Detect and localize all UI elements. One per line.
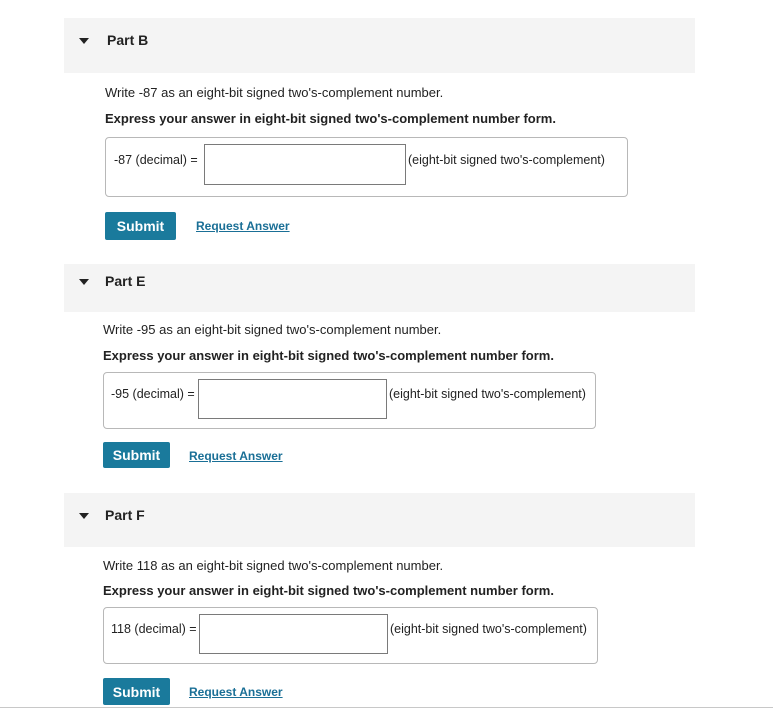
answer-label: 118 (decimal) = — [111, 622, 197, 636]
page-divider — [0, 707, 773, 708]
part-e-header[interactable] — [64, 264, 695, 312]
part-title: Part F — [105, 507, 145, 523]
instruction-text: Express your answer in eight-bit signed two's-complement number form. — [105, 111, 556, 126]
answer-suffix: (eight-bit signed two's-complement) — [389, 387, 586, 401]
part-f-header[interactable] — [64, 493, 695, 547]
request-answer-link[interactable]: Request Answer — [196, 219, 290, 233]
question-text: Write 118 as an eight-bit signed two's-complement number. — [103, 558, 444, 573]
caret-down-icon[interactable] — [79, 513, 89, 519]
question-text: Write -87 as an eight-bit signed two's-complement number. — [105, 85, 444, 100]
request-answer-link[interactable]: Request Answer — [189, 685, 283, 699]
answer-label: -95 (decimal) = — [111, 387, 195, 401]
caret-down-icon[interactable] — [79, 38, 89, 44]
instruction-text: Express your answer in eight-bit signed two's-complement number form. — [103, 583, 554, 598]
part-b-header[interactable] — [64, 18, 695, 73]
submit-button[interactable]: Submit — [103, 442, 170, 468]
answer-suffix: (eight-bit signed two's-complement) — [408, 153, 605, 167]
instruction-text: Express your answer in eight-bit signed two's-complement number form. — [103, 348, 554, 363]
answer-box — [105, 137, 628, 197]
answer-box — [103, 372, 596, 429]
submit-button[interactable]: Submit — [105, 212, 176, 240]
part-title: Part B — [107, 32, 149, 48]
submit-button[interactable]: Submit — [103, 678, 170, 705]
answer-input[interactable] — [199, 614, 388, 654]
request-answer-link[interactable]: Request Answer — [189, 449, 283, 463]
answer-suffix: (eight-bit signed two's-complement) — [390, 622, 587, 636]
answer-input[interactable] — [204, 144, 406, 185]
part-title: Part E — [105, 273, 146, 289]
answer-box — [103, 607, 598, 664]
question-text: Write -95 as an eight-bit signed two's-complement number. — [103, 322, 442, 337]
caret-down-icon[interactable] — [79, 279, 89, 285]
answer-input[interactable] — [198, 379, 387, 419]
answer-label: -87 (decimal) = — [114, 153, 198, 167]
